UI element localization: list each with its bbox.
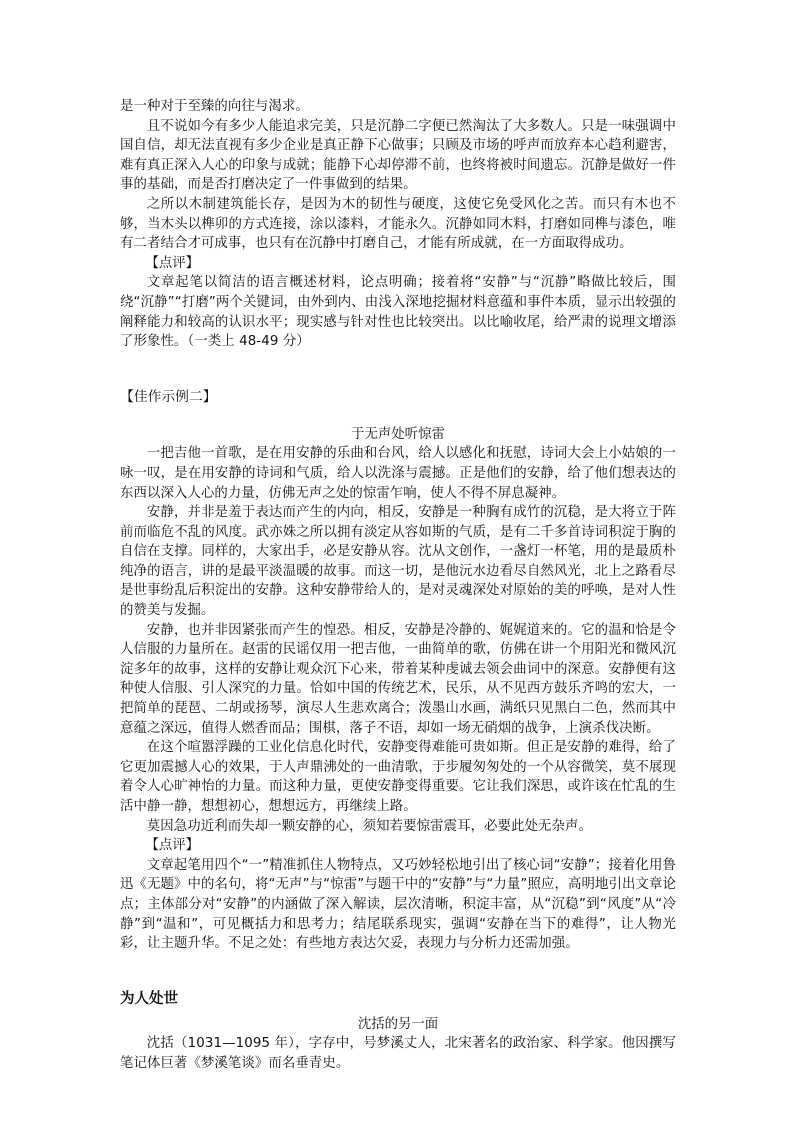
document-page [120,97,676,1074]
paragraph: 一把吉他一首歌，是在用安静的乐曲和台风，给人以感化和抚慰，诗词大会上小姑娘的一咏一叹，是在用安静的诗词和气质，给人以洗涤与震撼。正是他们的安静，给了他们想表达的东西以深入人心的力量，仿佛无声之处的惊雷乍响，使人不得不屏息凝神。 [120,446,676,501]
section-heading: 【佳作示例二】 [120,388,217,405]
essay-title: 沈括的另一面 [357,1016,439,1032]
comment-paragraph: 文章起笔以简洁的语言概述材料，论点明确；接着将“安静”与“沉静”略做比较后，围绕“沉静”“打磨”两个关键词，由外到内、由浅入深地挖掘材料意蕴和事件本质，显示出较强的阐释能力和较高的认识水平；现实感与针对性也比较突出。以比喻收尾，给严肃的说理文增添了形象性。（一类上 48-49 分） [120,275,676,350]
paragraph: 莫因急功近利而失却一颗安静的心，须知若要惊雷震耳，必要此处无杂声。 [146,818,592,834]
comment-tag: 【点评】 [145,255,200,271]
essay-title: 于无声处听惊雷 [351,426,445,442]
comment-paragraph: 文章起笔用四个“一”精准抓住人物特点，又巧妙轻松地引出了核心词“安静”；接着化用鲁迅《无题》中的名句，将“无声”与“惊雷”与题干中的“安静”与“力量”照应，高明地引出文章论点；主体部分对“安静”的内涵做了深入解读，层次清晰，积淀丰富，从“沉稳”到“风度”从“冷静”到“温和”，可见概括力和思考力；结尾联系现实，强调“安静在当下的难得”，让人物光彩，让主题升华。不足之处：有些地方表达欠妥，表现力与分析力还需加强。 [120,857,676,952]
paragraph: 之所以木制建筑能长存，是因为木的韧性与硬度，这使它免受风化之苦。而只有木也不够，当木头以榫卯的方式连接，涂以漆料，才能永久。沉静如同木料，打磨如同榫与漆色，唯有二者结合才可成事，也只有在沉静中打磨自己，才能有所成就，在一方面取得成功。 [120,196,676,252]
paragraph: 沈括（1031—1095 年），字存中，号梦溪丈人，北宋著名的政治家、科学家。他因撰写笔记体巨著《梦溪笔谈》而名垂青史。 [120,1036,676,1071]
paragraph: 安静，也并非因紧张而产生的惶恐。相反，安静是冷静的、娓娓道来的。它的温和恰是令人信服的力量所在。赵雷的民谣仅用一把吉他，一曲简单的歌，仿佛在讲一个用阳光和微风沉淀多年的故事，这样的安静让观众沉下心来，带着某种虔诚去领会曲词中的深意。安静便有这种使人信服、引人深究的力量。恰如中国的传统艺术，民乐，从不见西方鼓乐齐鸣的宏大，一把简单的琵琶、二胡或扬琴，演尽人生悲欢离合；泼墨山水画，满纸只见黑白二色，然而其中意蕴之深远，值得人燃香而品；围棋，落子不语，却如一场无硝烟的战争，上演杀伐决断。 [120,622,676,736]
paragraph: 是一种对于至臻的向往与渴求。 [120,99,309,114]
paragraph: 安静，并非是羞于表达而产生的内向，相反，安静是一种胸有成竹的沉稳，是大将立于阵前而临危不乱的风度。武亦姝之所以拥有淡定从容如斯的气质，是有二千多首诗词积淀于胸的自信在支撑。同样的，大家出手，必是安静从容。沈从文创作，一盏灯一杯笔，用的是最质朴纯净的语言，讲的是最平淡温暖的故事。而这一切，是他沅水边看尽自然风光，北上之路看尽是世事纷乱后积淀出的安静。这种安静带给人的，是对灵魂深处对原始的美的呼唤，是对人性的赞美与发掘。 [120,505,676,619]
paragraph: 且不说如今有多少人能追求完美，只是沉静二字便已然淘汰了大多数人。只是一味强调中国自信，却无法直视有多少企业是真正静下心做事；只顾及市场的呼声而放弃本心趋利避害，难有真正深入人心的印象与成就；能静下心却停滞不前，也终将被时间遗忘。沉静是做好一件事的基础，而是否打磨决定了一件事做到的结果。 [120,118,676,193]
comment-tag: 【点评】 [145,838,200,854]
paragraph: 在这个喧嚣浮躁的工业化信息化时代，安静变得难能可贵如斯。但正是安静的难得，给了它更加震撼人心的效果，于人声鼎沸处的一曲清歌，于步履匆匆处的一个从容微笑，莫不展现着令人心旷神怡的力量。而这种力量，更使安静变得重要。它让我们深思，或许该在忙乱的生活中静一静，想想初心，想想远方，再继续上路。 [120,740,676,814]
chapter-heading: 为人处世 [120,990,178,1007]
